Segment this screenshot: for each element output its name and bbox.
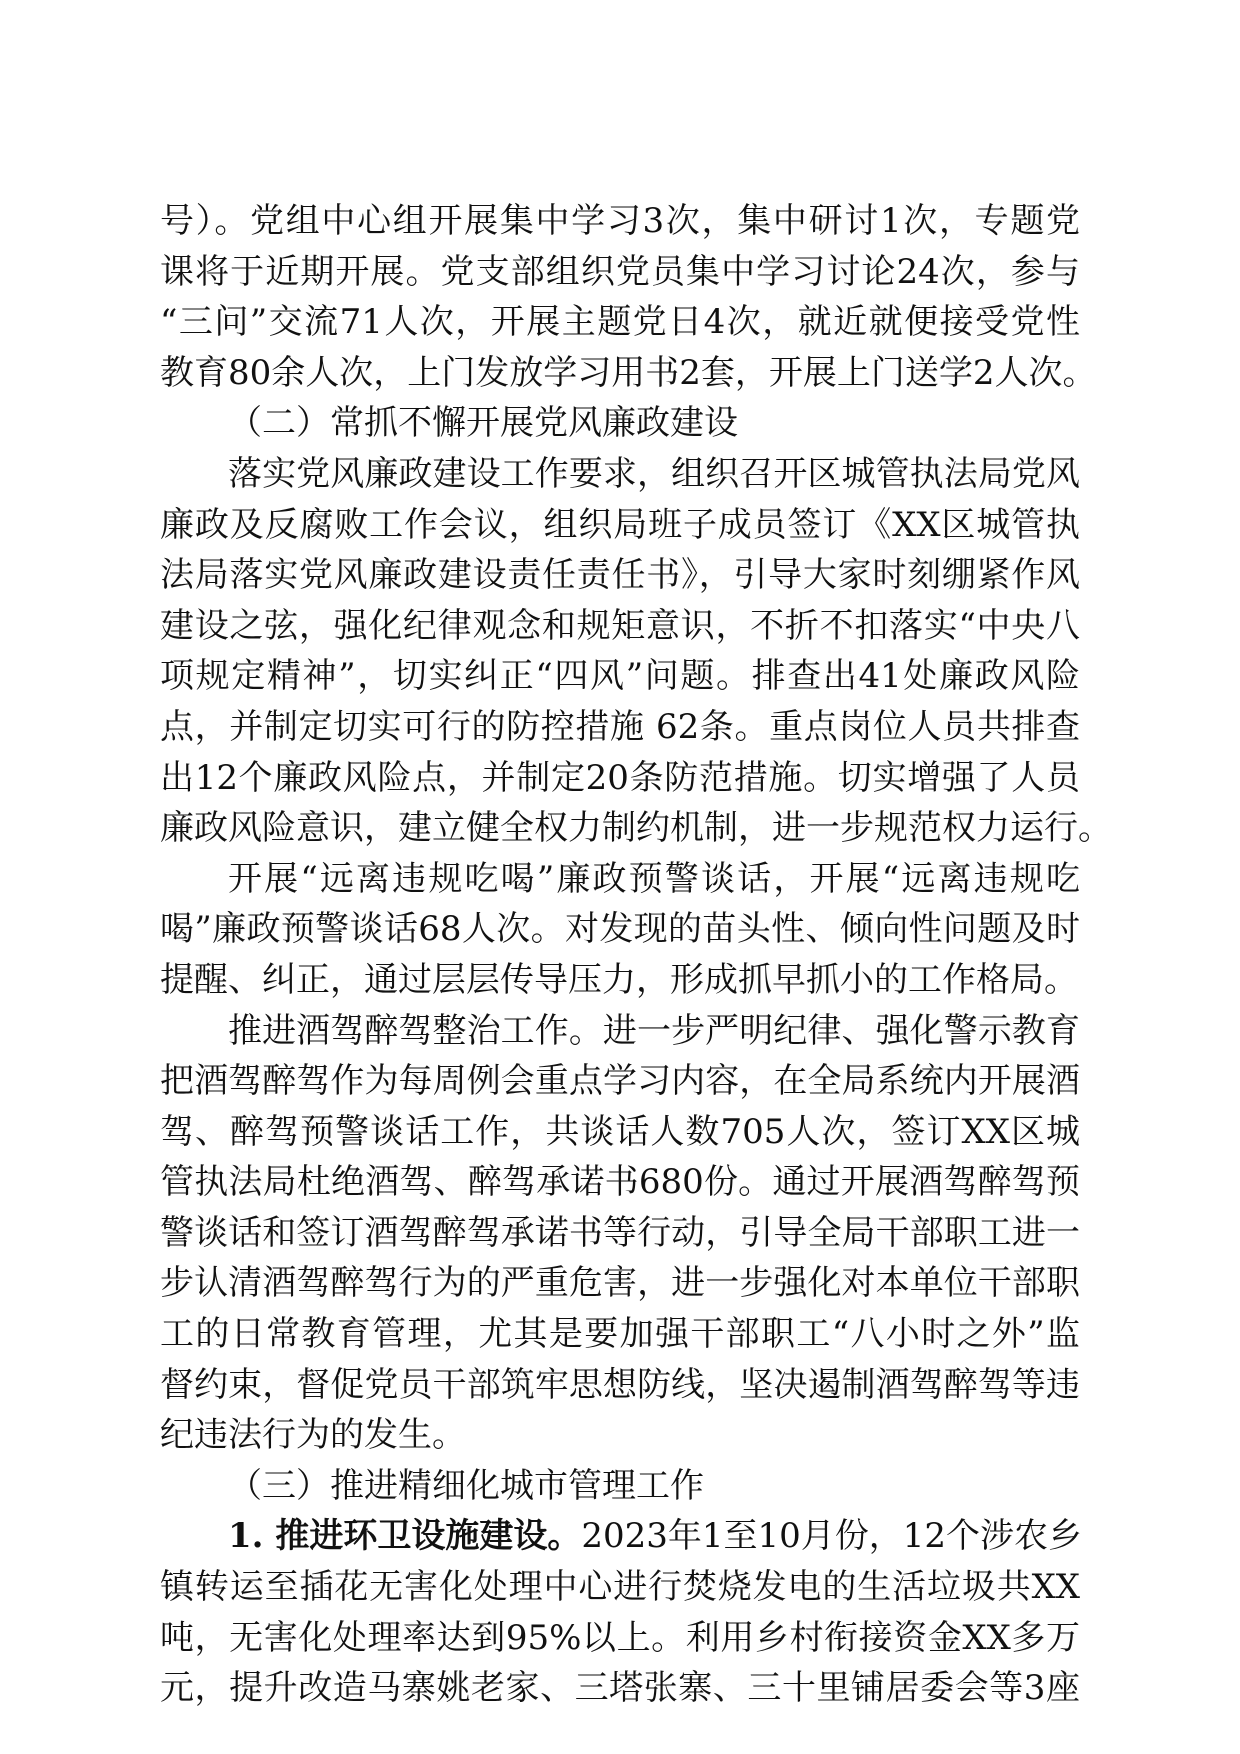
text-line: 镇转运至插花无害化处理中心进行焚烧发电的生活垃圾共XX [160,1567,1080,1608]
text-line: 落实党风廉政建设工作要求，组织召开区城管执法局党风 [228,453,1080,494]
text-line: 建设之弦，强化纪律观念和规矩意识，不折不扣落实“中央八 [160,605,1080,646]
paragraph-warning-talks [160,854,1080,1006]
text-line: 项规定精神”，切实纠正“四风”问题。排查出41处廉政风险 [160,656,1080,697]
text-line: 元，提升改造马寨姚老家、三塔张寨、三十里铺居委会等3座 [160,1668,1080,1709]
section-heading-2: （二）常抓不懈开展党风廉政建设 [228,403,738,444]
text-line: 步认清酒驾醉驾行为的严重危害，进一步强化对本单位干部职 [160,1263,1080,1304]
text-line: 驾、醉驾预警谈话工作，共谈话人数705人次，签订XX区城 [160,1111,1080,1152]
text-line: 点，并制定切实可行的防控措施 62条。重点岗位人员共排查 [160,706,1080,747]
bold-lead: 1. 推进环卫设施建设。 [228,1516,582,1557]
text-line: 法局落实党风廉政建设责任责任书》，引导大家时刻绷紧作风 [160,555,1080,596]
text-line: 廉政风险意识，建立健全权力制约机制，进一步规范权力运行。 [160,808,1112,849]
text-line: 督约束，督促党员干部筑牢思想防线，坚决遏制酒驾醉驾等违 [160,1364,1080,1405]
lead-rest: 2023年1至10月份，12个涉农乡 [581,1516,1083,1557]
paragraph-study-summary [160,196,1097,398]
text-line: 开展“远离违规吃喝”廉政预警谈话，开展“远离违规吃 [228,858,1080,899]
text-line: 把酒驾醉驾作为每周例会重点学习内容，在全局系统内开展酒 [160,1061,1080,1102]
text-line: 课将于近期开展。党支部组织党员集中学习讨论24次，参与 [160,251,1080,292]
text-line: 提醒、纠正，通过层层传导压力，形成抓早抓小的工作格局。 [160,959,1078,1000]
text-line: 推进酒驾醉驾整治工作。进一步严明纪律、强化警示教育 [228,1010,1080,1051]
text-line: 警谈话和签订酒驾醉驾承诺书等行动，引导全局干部职工进一 [160,1212,1080,1253]
text-line: 廉政及反腐败工作会议，组织局班子成员签订《XX区城管执 [160,504,1080,545]
text-line: 吨，无害化处理率达到95%以上。利用乡村衔接资金XX多万 [160,1617,1080,1658]
paragraph-integrity-building [160,449,1112,854]
section-heading-3: （三）推进精细化城市管理工作 [228,1465,704,1506]
paragraph-sanitation [160,1511,1083,1713]
text-line: 纪违法行为的发生。 [160,1415,466,1456]
text-line: 出12个廉政风险点，并制定20条防范措施。切实增强了人员 [160,757,1080,798]
text-line: 喝”廉政预警谈话68人次。对发现的苗头性、倾向性问题及时 [160,909,1080,950]
text-line: “三问”交流71人次，开展主题党日4次，就近就便接受党性 [160,302,1080,343]
document-page [160,196,1112,1714]
text-line: 工的日常教育管理，尤其是要加强干部职工“八小时之外”监 [160,1314,1080,1355]
text-line [160,1511,1083,1562]
text-line: 管执法局杜绝酒驾、醉驾承诺书680份。通过开展酒驾醉驾预 [160,1162,1080,1203]
paragraph-drunk-driving [160,1006,1080,1461]
text-line: 教育80余人次，上门发放学习用书2套，开展上门送学2人次。 [160,352,1097,393]
text-line: 号）。党组中心组开展集中学习3次，集中研讨1次，专题党 [160,201,1080,241]
